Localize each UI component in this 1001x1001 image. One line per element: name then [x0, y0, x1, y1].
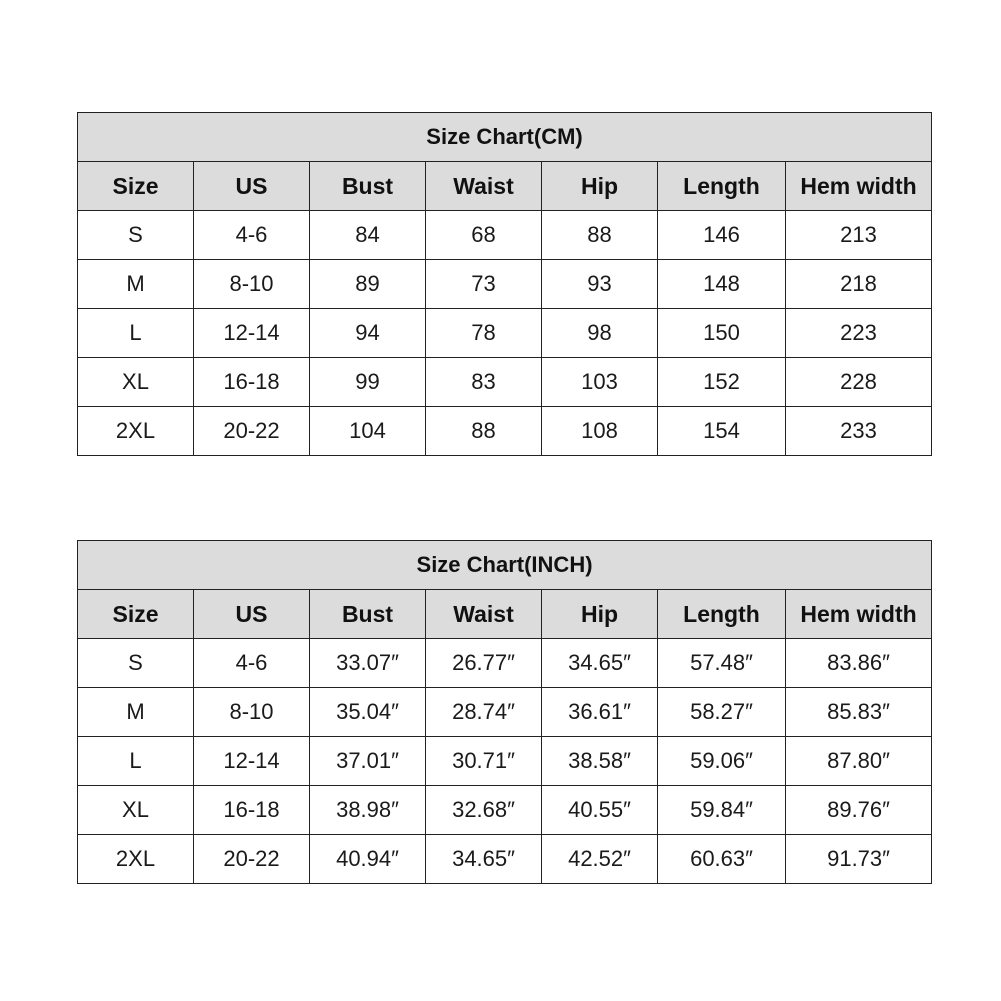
header-hip: Hip: [542, 162, 658, 211]
cell-length: 58.27″: [658, 688, 786, 737]
cell-bust: 89: [310, 260, 426, 309]
cell-length: 146: [658, 211, 786, 260]
header-hip: Hip: [542, 590, 658, 639]
table-header-row: [78, 590, 932, 639]
cell-hip: 93: [542, 260, 658, 309]
cell-hip: 108: [542, 407, 658, 456]
table-header-row: [78, 162, 932, 211]
cell-hip: 88: [542, 211, 658, 260]
cell-hem-width: 218: [786, 260, 932, 309]
table-row: [78, 639, 932, 688]
cell-size: L: [78, 737, 194, 786]
cell-waist: 32.68″: [426, 786, 542, 835]
header-size: Size: [78, 590, 194, 639]
cell-waist: 83: [426, 358, 542, 407]
cell-hem-width: 223: [786, 309, 932, 358]
cell-us: 16-18: [194, 358, 310, 407]
cell-bust: 33.07″: [310, 639, 426, 688]
table-row: [78, 407, 932, 456]
header-hem-width: Hem width: [786, 590, 932, 639]
cell-hip: 98: [542, 309, 658, 358]
table-title: Size Chart(INCH): [78, 541, 932, 590]
cell-us: 8-10: [194, 688, 310, 737]
cell-length: 148: [658, 260, 786, 309]
cell-length: 154: [658, 407, 786, 456]
header-us: US: [194, 162, 310, 211]
cell-waist: 73: [426, 260, 542, 309]
cell-waist: 28.74″: [426, 688, 542, 737]
cell-waist: 30.71″: [426, 737, 542, 786]
cell-us: 12-14: [194, 737, 310, 786]
cell-length: 57.48″: [658, 639, 786, 688]
table-row: [78, 211, 932, 260]
table-row: [78, 737, 932, 786]
cell-hem-width: 89.76″: [786, 786, 932, 835]
cell-hem-width: 87.80″: [786, 737, 932, 786]
cell-size: L: [78, 309, 194, 358]
cell-hem-width: 83.86″: [786, 639, 932, 688]
cell-size: 2XL: [78, 835, 194, 884]
cell-hem-width: 228: [786, 358, 932, 407]
cell-bust: 104: [310, 407, 426, 456]
cell-bust: 38.98″: [310, 786, 426, 835]
header-size: Size: [78, 162, 194, 211]
table-title: Size Chart(CM): [78, 113, 932, 162]
cell-size: S: [78, 639, 194, 688]
cell-length: 150: [658, 309, 786, 358]
cell-hem-width: 91.73″: [786, 835, 932, 884]
cell-size: 2XL: [78, 407, 194, 456]
header-waist: Waist: [426, 162, 542, 211]
cell-size: XL: [78, 358, 194, 407]
cell-hem-width: 85.83″: [786, 688, 932, 737]
cell-length: 152: [658, 358, 786, 407]
table-row: [78, 309, 932, 358]
cell-bust: 35.04″: [310, 688, 426, 737]
cell-bust: 37.01″: [310, 737, 426, 786]
cell-hip: 34.65″: [542, 639, 658, 688]
cell-hip: 38.58″: [542, 737, 658, 786]
header-us: US: [194, 590, 310, 639]
cell-bust: 99: [310, 358, 426, 407]
cell-us: 4-6: [194, 639, 310, 688]
cell-bust: 84: [310, 211, 426, 260]
cell-size: XL: [78, 786, 194, 835]
header-length: Length: [658, 162, 786, 211]
cell-hip: 36.61″: [542, 688, 658, 737]
table-row: [78, 786, 932, 835]
header-bust: Bust: [310, 162, 426, 211]
header-waist: Waist: [426, 590, 542, 639]
cell-hip: 40.55″: [542, 786, 658, 835]
size-chart-cm-table: [77, 112, 932, 456]
table-row: [78, 260, 932, 309]
header-length: Length: [658, 590, 786, 639]
cell-us: 12-14: [194, 309, 310, 358]
table-row: [78, 688, 932, 737]
cell-hip: 103: [542, 358, 658, 407]
cell-us: 20-22: [194, 835, 310, 884]
cell-waist: 78: [426, 309, 542, 358]
cell-us: 16-18: [194, 786, 310, 835]
cell-us: 4-6: [194, 211, 310, 260]
cell-length: 60.63″: [658, 835, 786, 884]
cell-size: S: [78, 211, 194, 260]
header-hem-width: Hem width: [786, 162, 932, 211]
cell-waist: 34.65″: [426, 835, 542, 884]
cell-us: 8-10: [194, 260, 310, 309]
cell-waist: 68: [426, 211, 542, 260]
table-row: [78, 835, 932, 884]
cell-us: 20-22: [194, 407, 310, 456]
cell-bust: 40.94″: [310, 835, 426, 884]
table-title-row: [78, 541, 932, 590]
cell-size: M: [78, 260, 194, 309]
header-bust: Bust: [310, 590, 426, 639]
cell-waist: 88: [426, 407, 542, 456]
cell-waist: 26.77″: [426, 639, 542, 688]
cell-hem-width: 213: [786, 211, 932, 260]
cell-bust: 94: [310, 309, 426, 358]
size-chart-inch-table: [77, 540, 932, 884]
cell-size: M: [78, 688, 194, 737]
cell-hem-width: 233: [786, 407, 932, 456]
table-row: [78, 358, 932, 407]
cell-length: 59.84″: [658, 786, 786, 835]
cell-length: 59.06″: [658, 737, 786, 786]
table-title-row: [78, 113, 932, 162]
cell-hip: 42.52″: [542, 835, 658, 884]
